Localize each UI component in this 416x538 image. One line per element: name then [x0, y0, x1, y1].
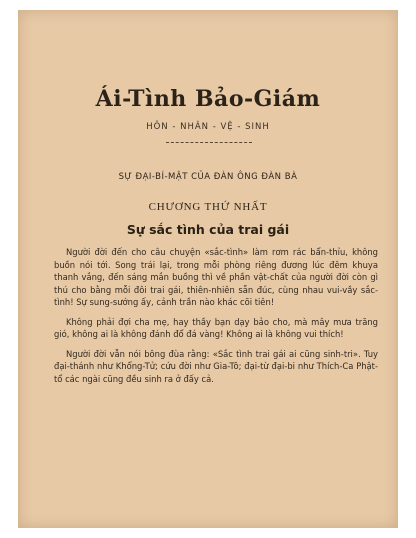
book-title: Ái-Tình Bảo-Giám	[95, 86, 321, 112]
paragraph: Người đời đến cho câu chuyện «sắc-tình» làm rơm rác bẩn-thỉu, không buồn nói tới. Song trái lại, trong mỗi phòng riêng đương lúc đêm khuya thanh vắng, đến sáng mắn buồng thì về phần vật-chất của người đời còn gì thú cho bằng mỗi đôi trai gái, thiên-nhiên sẵn đúc, cùng nhau vui-vầy sắc-tình! Sự sung-sướng ấy, cảnh trần nào khác cõi tiên!	[54, 247, 378, 307]
paragraph: Không phải đợi cha mẹ, hay thầy bạn dạy bảo cho, mà mây mưa trăng gió, không ai là không đánh đổ đá vàng! Không ai là không vui thích!	[54, 316, 378, 339]
chapter-number: CHƯƠNG THỨ NHẤT	[148, 201, 268, 213]
title-divider	[166, 142, 252, 143]
section-heading: SỰ ĐẠI-BÍ-MẬT CỦA ĐÀN ÔNG ĐÀN BÀ	[118, 172, 298, 182]
body-text	[54, 246, 378, 392]
book-subtitle: HÔN - NHÂN - VỆ - SINH	[146, 122, 270, 132]
chapter-title: Sự sắc tình của trai gái	[126, 222, 290, 237]
book-page	[18, 10, 398, 528]
paragraph: Người đời vẫn nói bông đùa rằng: «Sắc tình trai gái ai cũng sinh-tri». Tuy đại-thánh như Khổng-Tử; cứu đời như Gia-Tô; đại-từ đại-bi như Thích-Ca Phật-tổ các ngài cũng đều sinh ra ở đấy cả.	[54, 348, 378, 384]
